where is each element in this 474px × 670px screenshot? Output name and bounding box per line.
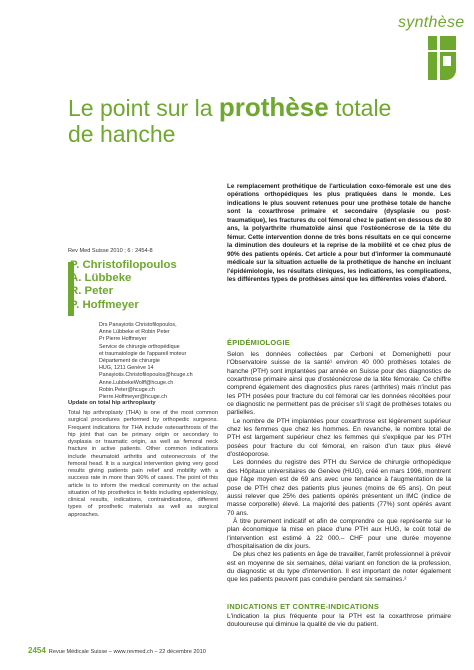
body-paragraph: Les données du registre des PTH du Service de chirurgie orthopédique des Hôpitaux universitaires de Genève (HUG), créé en mars 1996, montrent que l'âge moyen est de 69 ans avec une tendance à l'augmentation de la pose de PTH chez des patients plus jeunes (moins de 65 ans). On peut aussi relever que 25% des patients opérés présentent un IMC (indice de masse corporelle) élevé. La majorité des patients (77%) sont opérés avant 70 ans. bbox=[227, 459, 451, 517]
english-summary-text bbox=[68, 410, 218, 519]
section-label: synthèse bbox=[398, 14, 465, 31]
body-paragraph: De plus chez les patients en âge de travailler, l'arrêt professionnel à prévoir est en moyenne de six semaines, délai variant en fonction de la profession, du diagnostic et du type d'intervention. Il est important de noter également que les patients peuvent pas conduire pendant six semaines.² bbox=[227, 551, 451, 584]
indications-heading: INDICATIONS ET CONTRE-INDICATIONS bbox=[227, 602, 380, 611]
indications-body bbox=[227, 613, 451, 630]
english-summary-paragraph: Total hip arthroplasty (THA) is one of the most common surgical procedures performed by orthopedic surgeons. Frequent indications for THA include osteoarthrosis of the hip joint that can be primary origin or secondary to dysplasia or traumatic origin, as well as femoral neck fracture in active patients. Other common indications include rheumatoid arthritis and osteonecrosis of the femoral head. It is a surgical intervention giving very good results giving patients pain relief and mobility with a success rate in more than 90% of cases. The point of this article is to inform the medical community on the actual situation of hip prosthetics in fields including epidemiology, clinical results, indications, contraindications, different types of prosthetic materials as well as surgical approaches. bbox=[68, 410, 218, 518]
body-paragraph: L'indication la plus fréquente pour la PTH est la coxarthrose primaire douloureuse qui diminue la qualité de vie du patient. bbox=[227, 613, 451, 629]
journal-logo-icon bbox=[428, 36, 456, 80]
author-name: R. Peter bbox=[70, 285, 114, 298]
affiliation-line: Pr Pierre Hoffmeyer bbox=[99, 336, 147, 343]
affiliation-email[interactable]: Anne.LubbekeWolff@hcuge.ch bbox=[99, 379, 174, 386]
affiliation-line: Service de chirurgie orthopédique bbox=[99, 343, 180, 350]
author-list bbox=[70, 259, 177, 312]
affiliation-email[interactable]: Robin.Peter@hcuge.ch bbox=[99, 386, 155, 393]
affiliation-email[interactable]: Pierre.Hoffmeyer@hcuge.ch bbox=[99, 394, 167, 401]
epidemiology-heading: ÉPIDÉMIOLOGIE bbox=[227, 338, 291, 347]
affiliation-email[interactable]: Panayiotis.Christofilopoulos@hcuge.ch bbox=[99, 372, 193, 379]
body-paragraph: À titre purement indicatif et afin de comprendre ce que représente sur le plan économique la mise en place d'une PTH aux HUG, le coût total de l'intervention est estimé à 22 000.– CHF pour une durée moyenne d'hospitalisation de dix jours. bbox=[227, 517, 451, 550]
article-title-line-2: de hanche bbox=[68, 121, 176, 147]
title-part-1: Le point sur la bbox=[68, 95, 219, 121]
body-paragraph: Le nombre de PTH implantées pour coxarthrose est légèrement supérieur chez les femmes que chez les hommes. En revanche, le nombre total de PTH est largement supérieur chez les femmes qui s'explique par les PTH posées pour fracture du col fémoral, en raison d'un taux plus élevé d'ostéoporose. bbox=[227, 417, 451, 459]
affiliation-line: HUG, 1211 Genève 14 bbox=[99, 365, 154, 372]
author-name: P. Christofilopoulos bbox=[70, 259, 177, 271]
affiliation-line: Anne Lübbeke et Robin Peter bbox=[99, 329, 170, 336]
affiliation-line: Département de chirurgie bbox=[99, 358, 160, 365]
author-name: A. Lübbeke bbox=[70, 272, 132, 285]
article-title bbox=[68, 92, 391, 123]
author-name: P. Hoffmeyer bbox=[70, 298, 139, 311]
page-footer bbox=[28, 646, 206, 655]
citation: Rev Med Suisse 2010 ; 6 : 2454-8 bbox=[68, 248, 153, 254]
epidemiology-body bbox=[227, 351, 451, 585]
title-part-2: prothèse bbox=[218, 92, 329, 122]
footer-text: Revue Médicale Suisse – www.revmed.ch – 22 décembre 2010 bbox=[48, 649, 206, 655]
french-abstract: Le remplacement prothétique de l'articulation coxo-fémorale est une des opérations orthopédiques les plus pratiquées dans le monde. Les indications le plus souvent retenues pour une prothèse totale de hanche sont la coxarthrose primaire et secondaire (dysplasie ou post-traumatique), les fractures du col fémoral chez le patient en dessous de 80 ans, la polyarthrite rhumatoïde ainsi que l'ostéonécrose de la tête du fémur. Cette intervention donne de très bons résultats en ce qui concerne la diminution des douleurs et la reprise de la mobilité et ce chez plus de 90% des patients opérés. Cet article a pour but d'informer la communauté médicale sur la situation actuelle de la prothétique de hanche en incluant l'épidémiologie, les résultats cliniques, les indications, les complications, les différentes types de prothèses ainsi que les différentes voies d'abord. bbox=[227, 183, 451, 283]
affiliation-line: Drs Panayiotis Christofilopoulos, bbox=[99, 322, 177, 328]
english-summary-title: Update on total hip arthroplasty bbox=[68, 400, 156, 406]
affiliation-line: et traumatologie de l'appareil moteur bbox=[99, 350, 187, 357]
affiliation-block bbox=[99, 322, 219, 401]
body-paragraph: Selon les données collectées par Cerboni et Domenighetti pour l'Observatoire suisse de la santé¹ environ 40 000 prothèses totales de hanche (PTH) sont implantées par année en Suisse pour des diagnostics de coxarthrose primaire ainsi que d'ostéonécrose de la tête fémorale. Ce chiffre comprend également des diagnostics plus rares (arthrites) mais n'inclut pas les PTH posées pour fracture du col fémoral car les données récoltées pour ce diagnostic ne permettent pas de préciser s'il s'agit de prothèses totales ou partielles. bbox=[227, 351, 451, 417]
title-part-3: totale bbox=[328, 95, 392, 121]
page-number: 2454 bbox=[28, 646, 46, 655]
